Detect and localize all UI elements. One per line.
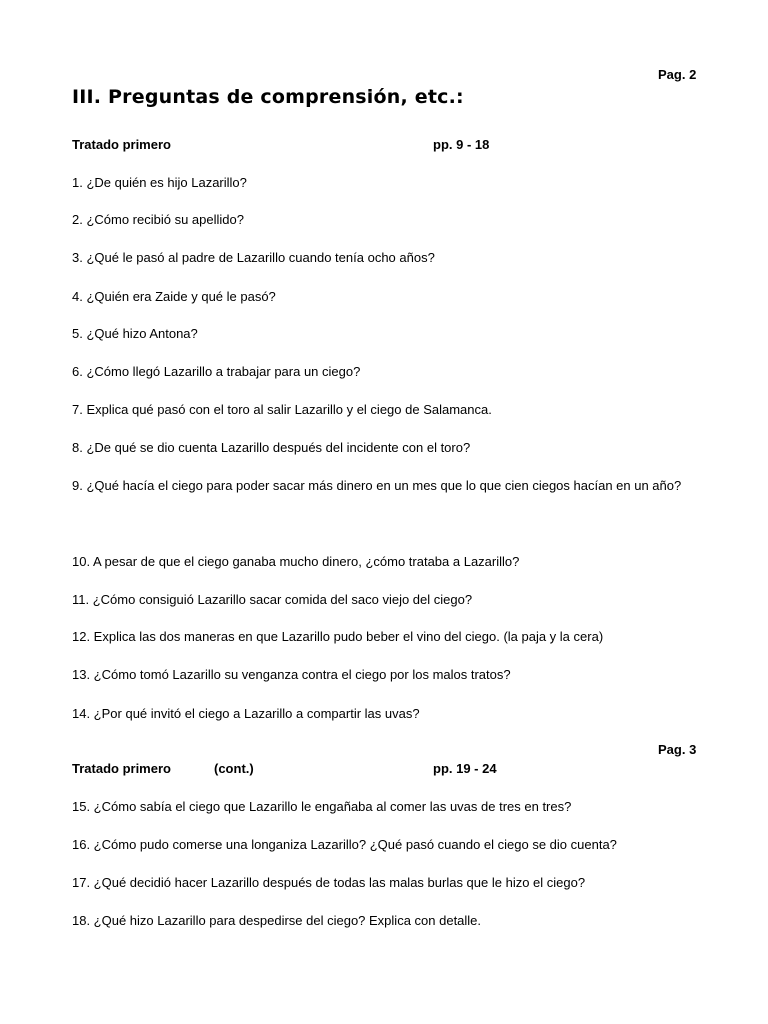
page-number: Pag. 3: [658, 742, 697, 757]
section-page-range: pp. 9 - 18: [433, 137, 490, 152]
page-number: Pag. 2: [658, 67, 697, 82]
question-item: 10. A pesar de que el ciego ganaba mucho dinero, ¿cómo trataba a Lazarillo?: [72, 554, 520, 569]
question-item: 3. ¿Qué le pasó al padre de Lazarillo cuando tenía ocho años?: [72, 250, 435, 265]
question-item: 15. ¿Cómo sabía el ciego que Lazarillo le engañaba al comer las uvas de tres en tres?: [72, 799, 572, 814]
question-item: 12. Explica las dos maneras en que Lazarillo pudo beber el vino del ciego. (la paja y la cera): [72, 629, 604, 644]
question-item: 7. Explica qué pasó con el toro al salir Lazarillo y el ciego de Salamanca.: [72, 402, 492, 417]
section-title: Tratado primero: [72, 137, 171, 152]
question-item: 13. ¿Cómo tomó Lazarillo su venganza contra el ciego por los malos tratos?: [72, 667, 511, 682]
question-item: 8. ¿De qué se dio cuenta Lazarillo después del incidente con el toro?: [72, 440, 471, 455]
question-item: 17. ¿Qué decidió hacer Lazarillo después de todas las malas burlas que le hizo el ciego?: [72, 875, 586, 890]
section-title: Tratado primero: [72, 761, 171, 776]
question-item: 11. ¿Cómo consiguió Lazarillo sacar comida del saco viejo del ciego?: [72, 592, 473, 607]
page-title: III. Preguntas de comprensión, etc.:: [72, 86, 464, 108]
question-item: 2. ¿Cómo recibió su apellido?: [72, 212, 244, 227]
question-item: 1. ¿De quién es hijo Lazarillo?: [72, 175, 247, 190]
question-item: 16. ¿Cómo pudo comerse una longaniza Lazarillo? ¿Qué pasó cuando el ciego se dio cuenta?: [72, 837, 617, 852]
section-continued-label: (cont.): [214, 761, 254, 776]
question-item: 18. ¿Qué hizo Lazarillo para despedirse del ciego? Explica con detalle.: [72, 913, 482, 928]
question-item: 14. ¿Por qué invitó el ciego a Lazarillo a compartir las uvas?: [72, 706, 420, 721]
question-item: 9. ¿Qué hacía el ciego para poder sacar más dinero en un mes que lo que cien ciegos hacían en un año?: [72, 478, 682, 493]
question-item: 6. ¿Cómo llegó Lazarillo a trabajar para un ciego?: [72, 364, 361, 379]
question-item: 4. ¿Quién era Zaide y qué le pasó?: [72, 289, 276, 304]
question-item: 5. ¿Qué hizo Antona?: [72, 326, 198, 341]
section-page-range: pp. 19 - 24: [433, 761, 497, 776]
